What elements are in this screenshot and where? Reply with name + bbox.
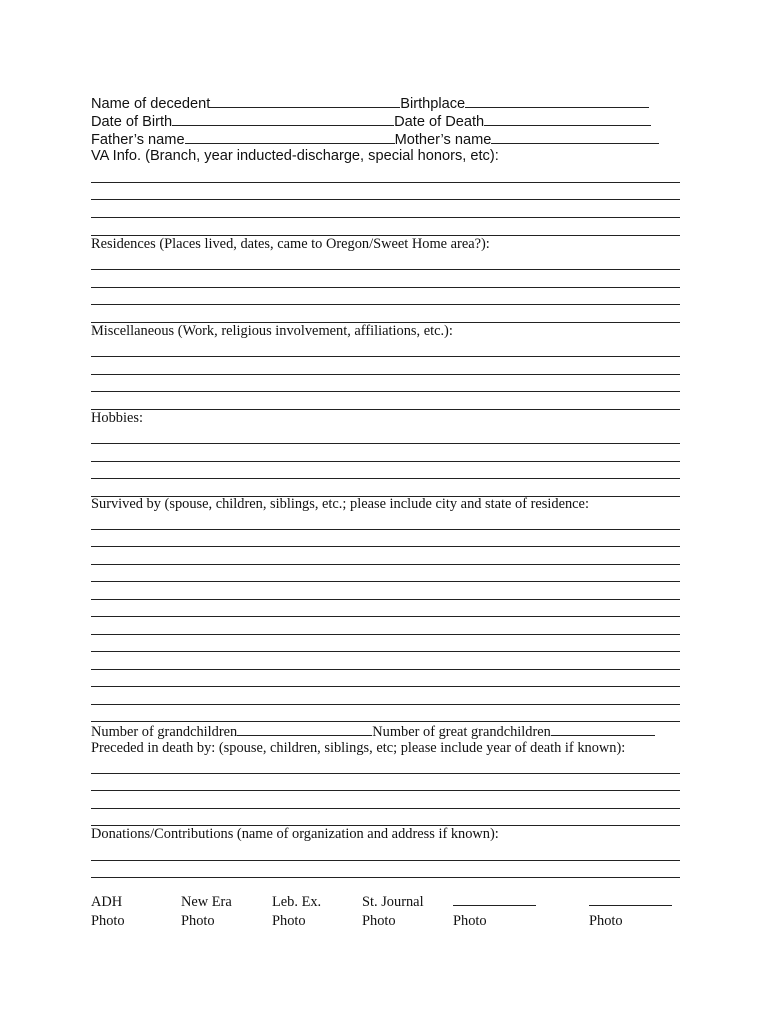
miscellaneous-label: Miscellaneous (Work, religious involvement, affiliations, etc.): (91, 323, 453, 339)
row-dob-dod (91, 112, 651, 131)
number-of-grandchildren-field[interactable] (237, 722, 372, 736)
row-parents (91, 130, 659, 149)
hobbies-line-3[interactable] (91, 478, 680, 479)
fathers-name-field[interactable] (185, 130, 395, 144)
photo-source-blank[interactable] (589, 893, 672, 906)
photo-label: Photo (453, 913, 487, 929)
donations-line-1[interactable] (91, 860, 680, 861)
miscellaneous-line-3[interactable] (91, 391, 680, 392)
va-info-label: VA Info. (Branch, year inducted-discharge, special honors, etc): (91, 148, 499, 164)
photo-source-name: St. Journal (362, 894, 424, 910)
photo-other-2[interactable] (589, 893, 689, 931)
hobbies-line-2[interactable] (91, 461, 680, 462)
number-of-great-grandchildren-field[interactable] (551, 722, 655, 736)
survived-by-line-11[interactable] (91, 704, 680, 705)
residences-line-2[interactable] (91, 287, 680, 288)
birthplace-field[interactable] (465, 94, 649, 108)
fathers-name-label: Father’s name (91, 132, 185, 148)
preceded-in-death-label: Preceded in death by: (spouse, children, siblings, etc; please include year of death if known): (91, 740, 626, 756)
survived-by-line-4[interactable] (91, 581, 680, 582)
miscellaneous-line-1[interactable] (91, 356, 680, 357)
photo-other-1[interactable] (453, 893, 553, 931)
survived-by-line-6[interactable] (91, 616, 680, 617)
photo-source-blank[interactable] (453, 893, 536, 906)
number-of-great-grandchildren-label: Number of great grandchildren (372, 724, 551, 740)
residences-line-3[interactable] (91, 304, 680, 305)
miscellaneous-line-2[interactable] (91, 374, 680, 375)
number-of-grandchildren-label: Number of grandchildren (91, 724, 238, 740)
photo-source-name: New Era (181, 894, 232, 910)
photo-label: Photo (272, 913, 306, 929)
residences-label: Residences (Places lived, dates, came to Oregon/Sweet Home area?): (91, 236, 490, 252)
photo-label: Photo (589, 913, 623, 929)
survived-by-line-7[interactable] (91, 634, 680, 635)
miscellaneous-line-4[interactable] (91, 409, 680, 410)
preceded-line-2[interactable] (91, 790, 680, 791)
date-of-death-label: Date of Death (394, 114, 485, 130)
va-info-line-1[interactable] (91, 182, 680, 183)
photo-leb-ex[interactable] (272, 893, 372, 931)
photo-adh[interactable] (91, 893, 191, 931)
hobbies-line-1[interactable] (91, 443, 680, 444)
photo-new-era[interactable] (181, 893, 281, 931)
hobbies-label: Hobbies: (91, 410, 143, 426)
photo-source-name: ADH (91, 894, 123, 910)
mothers-name-label: Mother’s name (394, 132, 492, 148)
donations-label: Donations/Contributions (name of organization and address if known): (91, 826, 499, 842)
residences-line-1[interactable] (91, 269, 680, 270)
name-of-decedent-field[interactable] (210, 94, 400, 108)
survived-by-line-5[interactable] (91, 599, 680, 600)
photo-source-name: Leb. Ex. (272, 894, 322, 910)
photo-label: Photo (91, 913, 125, 929)
survived-by-line-8[interactable] (91, 651, 680, 652)
mothers-name-field[interactable] (491, 130, 659, 144)
survived-by-line-2[interactable] (91, 546, 680, 547)
survived-by-line-9[interactable] (91, 669, 680, 670)
date-of-birth-label: Date of Birth (91, 114, 173, 130)
survived-by-line-10[interactable] (91, 686, 680, 687)
preceded-line-1[interactable] (91, 773, 680, 774)
row-name-birthplace (91, 94, 649, 113)
name-of-decedent-label: Name of decedent (91, 96, 211, 112)
date-of-death-field[interactable] (484, 112, 651, 126)
survived-by-line-3[interactable] (91, 564, 680, 565)
preceded-line-3[interactable] (91, 808, 680, 809)
donations-line-2[interactable] (91, 877, 680, 878)
va-info-line-2[interactable] (91, 199, 680, 200)
date-of-birth-field[interactable] (172, 112, 394, 126)
survived-by-label: Survived by (spouse, children, siblings, etc.; please include city and state of residence: (91, 496, 589, 512)
photo-label: Photo (181, 913, 215, 929)
survived-by-line-1[interactable] (91, 529, 680, 530)
photo-st-journal[interactable] (362, 893, 462, 931)
va-info-line-3[interactable] (91, 217, 680, 218)
birthplace-label: Birthplace (400, 96, 466, 112)
row-grandchildren (91, 722, 655, 741)
photo-label: Photo (362, 913, 396, 929)
